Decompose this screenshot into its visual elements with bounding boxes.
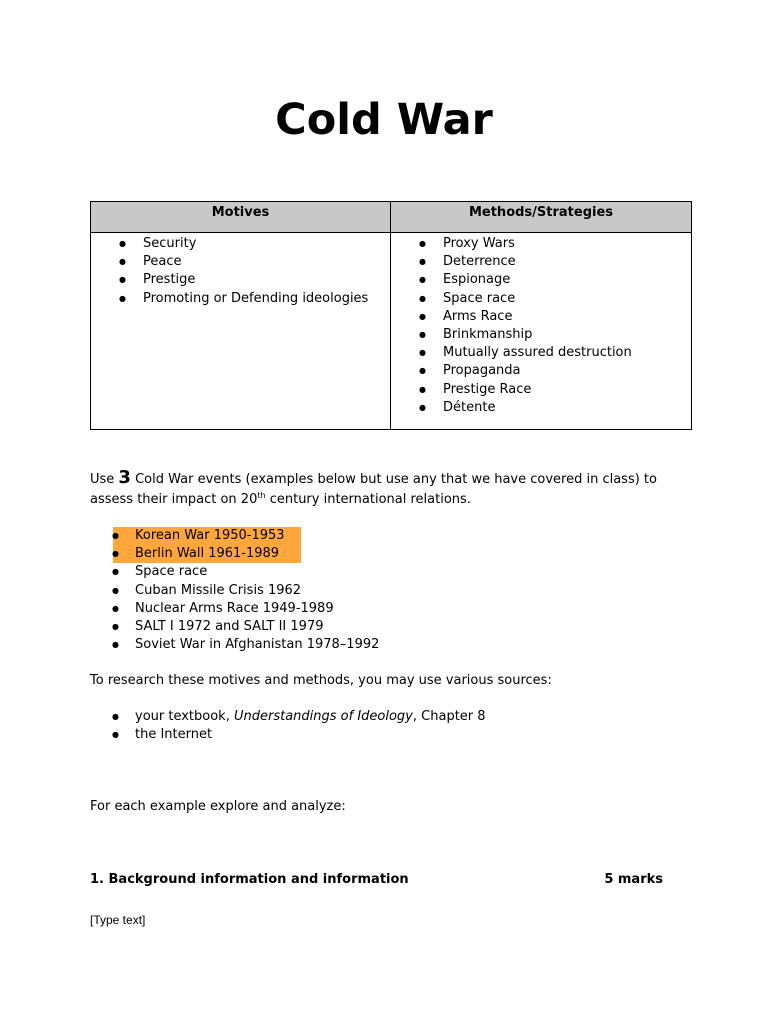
event-item: ● Nuclear Arms Race 1949-1989	[90, 600, 690, 618]
motive-item: ● Peace	[91, 253, 390, 271]
event-item: ● Soviet War in Afghanistan 1978–1992	[90, 636, 690, 654]
section-heading: 1. Background information and information	[90, 872, 409, 887]
explore-paragraph: For each example explore and analyze:	[90, 799, 346, 814]
type-text-placeholder[interactable]: [Type text]	[90, 913, 146, 927]
method-item: ● Propaganda	[391, 362, 691, 380]
intro-superscript: th	[257, 491, 266, 500]
source-textbook-prefix: your textbook,	[135, 709, 234, 724]
page-title: Cold War	[275, 95, 493, 145]
method-item: ● Espionage	[391, 271, 691, 289]
method-item: ● Brinkmanship	[391, 326, 691, 344]
events-list	[90, 527, 690, 654]
methods-list	[391, 233, 691, 417]
motives-list	[91, 233, 390, 308]
motive-item: ● Promoting or Defending ideologies	[91, 290, 390, 308]
source-textbook-title: Understandings of Ideology	[233, 709, 413, 724]
motives-methods-table	[90, 201, 692, 430]
intro-line2-a: assess their impact on 20	[90, 492, 258, 507]
method-item: ● Prestige Race	[391, 381, 691, 399]
sources-list	[90, 708, 690, 744]
method-item: ● Arms Race	[391, 308, 691, 326]
source-textbook-suffix: , Chapter 8	[412, 709, 486, 724]
method-item: ● Détente	[391, 399, 691, 417]
intro-prefix: Use	[90, 472, 119, 487]
intro-number: 3	[118, 467, 131, 488]
event-item: ● SALT I 1972 and SALT II 1979	[90, 618, 690, 636]
event-item: ● Cuban Missile Crisis 1962	[90, 582, 690, 600]
source-item: ● the Internet	[90, 726, 690, 744]
methods-cell	[391, 233, 692, 430]
event-item-highlighted: ● Berlin Wall 1961-1989	[113, 545, 301, 563]
intro-line2-b: century international relations.	[265, 492, 471, 507]
motive-item: ● Prestige	[91, 271, 390, 289]
intro-line1-rest: Cold War events (examples below but use any that we have covered in class) to	[130, 472, 657, 487]
research-paragraph: To research these motives and methods, you may use various sources:	[90, 673, 552, 688]
motives-cell	[91, 233, 391, 430]
method-item: ● Space race	[391, 290, 691, 308]
method-item: ● Mutually assured destruction	[391, 344, 691, 362]
method-item: ● Deterrence	[391, 253, 691, 271]
methods-header: Methods/Strategies	[391, 202, 692, 233]
intro-paragraph	[90, 468, 690, 510]
source-item	[90, 708, 690, 726]
section-heading-row	[90, 871, 663, 889]
motives-header: Motives	[91, 202, 391, 233]
event-item-highlighted: ● Korean War 1950-1953	[113, 527, 301, 545]
event-item: ● Space race	[90, 563, 690, 581]
method-item: ● Proxy Wars	[391, 235, 691, 253]
motive-item: ● Security	[91, 235, 390, 253]
section-marks: 5 marks	[604, 872, 663, 887]
